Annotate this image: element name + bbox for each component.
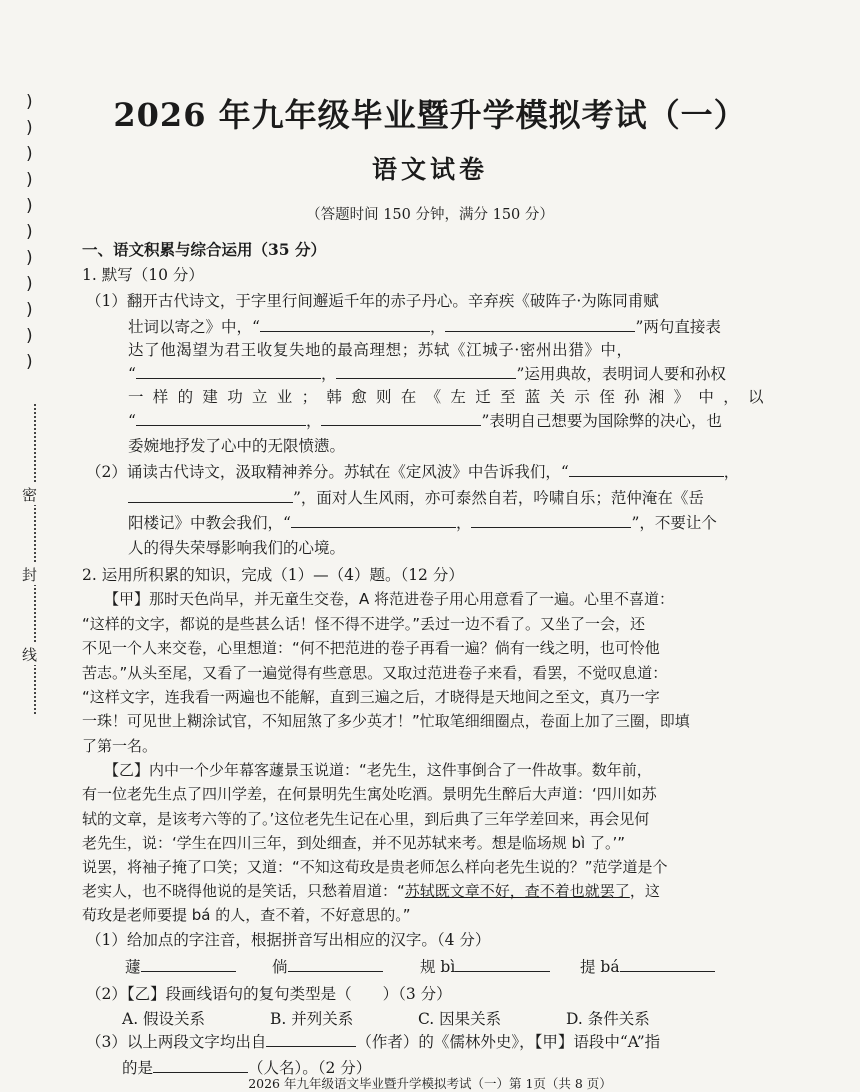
jia-line: 【甲】那时天色尚早，并无童生交卷，A 将范进卷子用心用意看了一遍。心里不喜道： <box>104 590 675 608</box>
text: 阳楼记》中教会我们，“ <box>128 514 291 532</box>
yi-line: 说罢，将袖子掩了口笑；又道：“不知这荀玫是贵老师怎么样向老先生说的？”范学道是个 <box>82 858 668 876</box>
text: 倘 <box>272 958 288 976</box>
question-2-label: 2. 运用所积累的知识，完成（1）—（4）题。（12 分） <box>82 566 464 584</box>
jia-line: 一珠！可见世上糊涂试官，不知屈煞了多少英才！”忙取笔细细圈点，卷面上加了三圈，即填 <box>82 712 690 730</box>
binding-mark: ) <box>26 170 33 190</box>
yi-line: 老先生，说：‘学生在四川三年，到处细查，并不见苏轼来考。想是临场规 bì 了。’” <box>82 834 626 852</box>
answer-blank[interactable] <box>153 1058 248 1073</box>
binding-mark: ) <box>26 222 33 242</box>
sub3-line1 <box>86 1032 660 1052</box>
answer-blank[interactable] <box>569 462 724 477</box>
jia-line: 了第一名。 <box>82 737 158 755</box>
exam-title: 2026 年九年级毕业暨升学模拟考试（一） <box>113 96 747 134</box>
page-footer: 2026 年九年级语文毕业暨升学模拟考试（一）第 1页（共 8 页） <box>248 1076 612 1091</box>
text: （作者）的《儒林外史》，【甲】语段中“A”指 <box>356 1033 661 1051</box>
sub2-label: （2）【乙】段画线语句的复句类型是（ ）（3 分） <box>86 985 452 1003</box>
text: （3）以上两段文字均出自 <box>86 1033 267 1051</box>
jia-line: 苦志。”从头至尾，又看了一遍觉得有些意思。又取过范进卷子来看，看罢，不觉叹息道： <box>82 664 668 682</box>
sub1-item <box>580 957 715 977</box>
seal-char: 线 <box>22 646 38 664</box>
text: 壮词以寄之》中，“ <box>128 318 260 336</box>
text: （2）诵读古代诗文，汲取精神养分。苏轼在《定风波》中告诉我们，“ <box>86 463 569 481</box>
jia-line: “这样文字，连我看一两遍也不能解，直到三遍之后，才晓得是天地间之至文，真乃一字 <box>82 688 660 706</box>
yi-line: 有一位老先生点了四川学差，在何景明先生寓处吃酒。景明先生醉后大声道：‘四川如苏 <box>82 785 657 803</box>
yi-line: 【乙】内中一个少年幕客蘧景玉说道：“老先生，这件事倒合了一件故事。数年前， <box>104 761 652 779</box>
answer-blank[interactable] <box>260 317 430 332</box>
yi-line: 轼的文章，是该考六等的了。’这位老先生记在心里，到后典了三年学差回来，再会见何 <box>82 810 650 828</box>
binding-mark: ) <box>26 300 33 320</box>
text: ”，不要让个 <box>631 514 717 532</box>
yi-line: 荀玫是老师要提 bá 的人，查不着，不好意思的。” <box>82 906 411 924</box>
answer-blank[interactable] <box>266 1032 356 1047</box>
text: ， <box>455 514 472 532</box>
option-b[interactable]: B. 并列关系 <box>270 1010 354 1028</box>
sub1-item <box>420 957 550 977</box>
text: ”两句直接表 <box>635 318 721 336</box>
text: “ <box>128 412 136 430</box>
section-heading: 一、语文积累与综合运用（35 分） <box>82 240 326 259</box>
text: 蘧 <box>125 958 141 976</box>
text: “ <box>397 882 405 900</box>
q1-p1-line7: 委婉地抒发了心中的无限愤懑。 <box>128 437 346 455</box>
q1-p1-line5: 一样的建功立业；韩愈则在《左迁至蓝关示侄孙湘》中，以 <box>128 388 773 406</box>
binding-mark: ) <box>26 144 33 164</box>
binding-dotted-line <box>34 404 36 714</box>
q1-p2-line3 <box>128 513 717 533</box>
text: ， <box>305 412 322 430</box>
answer-blank[interactable] <box>455 957 550 972</box>
answer-blank[interactable] <box>288 957 383 972</box>
answer-blank[interactable] <box>128 488 293 503</box>
text: （人名）。（2 分） <box>248 1059 372 1077</box>
binding-mark: ) <box>26 92 33 112</box>
text: ”，面对人生风雨，亦可泰然自若，吟啸自乐；范仲淹在《岳 <box>293 489 704 507</box>
seal-char: 封 <box>22 566 38 584</box>
text: ，这 <box>629 882 660 900</box>
jia-line: “这样的文字，都说的是些甚么话！怪不得不进学。”丢过一边不看了。又坐了一会，还 <box>82 615 646 633</box>
text: 提 bá <box>580 958 620 976</box>
text: ”运用典故，表明词人要和孙权 <box>516 365 726 383</box>
underlined-sentence: 苏轼既文章不好，查不着也就罢了 <box>404 882 630 900</box>
exam-info: （答题时间 150 分钟，满分 150 分） <box>306 207 554 223</box>
seal-char: 密 <box>22 486 38 504</box>
text: 规 bì <box>420 958 456 976</box>
answer-blank[interactable] <box>136 411 306 426</box>
option-c[interactable]: C. 因果关系 <box>418 1010 502 1028</box>
text: “ <box>128 365 136 383</box>
answer-blank[interactable] <box>336 364 516 379</box>
sub1-item <box>272 957 383 977</box>
jia-line: 不见一个人来交卷，心里想道：“何不把范进的卷子再看一遍？倘有一线之明，也可怜他 <box>82 639 660 657</box>
binding-mark: ) <box>26 326 33 346</box>
sub1-item <box>125 957 236 977</box>
binding-mark: ) <box>26 274 33 294</box>
answer-blank[interactable] <box>445 317 635 332</box>
q1-p2-line4: 人的得失荣辱影响我们的心境。 <box>128 539 346 557</box>
q1-p1-line4 <box>128 364 726 384</box>
answer-blank[interactable] <box>136 364 321 379</box>
q1-p2-line2 <box>128 488 704 508</box>
binding-mark: ) <box>26 248 33 268</box>
answer-blank[interactable] <box>620 957 715 972</box>
option-d[interactable]: D. 条件关系 <box>566 1010 650 1028</box>
exam-subtitle: 语文试卷 <box>371 155 488 184</box>
binding-mark: ) <box>26 352 33 372</box>
text: 的是 <box>122 1059 154 1077</box>
text: ”表明自己想要为国除弊的决心，也 <box>481 412 722 430</box>
q1-p1-line3: 达了他渴望为君王收复失地的最高理想；苏轼《江城子·密州出猎》中， <box>128 341 633 359</box>
binding-mark: ) <box>26 118 33 138</box>
text: 老实人，也不晓得他说的是笑话，只愁着眉道： <box>82 882 398 900</box>
question-1-label: 1. 默写（10 分） <box>82 266 204 284</box>
q1-p1-line2 <box>128 317 721 337</box>
answer-blank[interactable] <box>471 513 631 528</box>
sub1-label: （1）给加点的字注音，根据拼音写出相应的汉字。（4 分） <box>86 931 491 949</box>
q1-p1-line1: （1）翻开古代诗文，于字里行间邂逅千年的赤子丹心。辛弃疾《破阵子·为陈同甫赋 <box>86 292 659 310</box>
text: ， <box>723 463 740 481</box>
option-a[interactable]: A. 假设关系 <box>122 1010 206 1028</box>
q1-p1-line6 <box>128 411 722 431</box>
q1-p2-line1 <box>86 462 739 482</box>
binding-mark: ) <box>26 196 33 216</box>
yi-line-underlined <box>82 881 660 901</box>
answer-blank[interactable] <box>291 513 456 528</box>
text: ， <box>429 318 446 336</box>
answer-blank[interactable] <box>141 957 236 972</box>
answer-blank[interactable] <box>321 411 481 426</box>
text: ， <box>320 365 337 383</box>
